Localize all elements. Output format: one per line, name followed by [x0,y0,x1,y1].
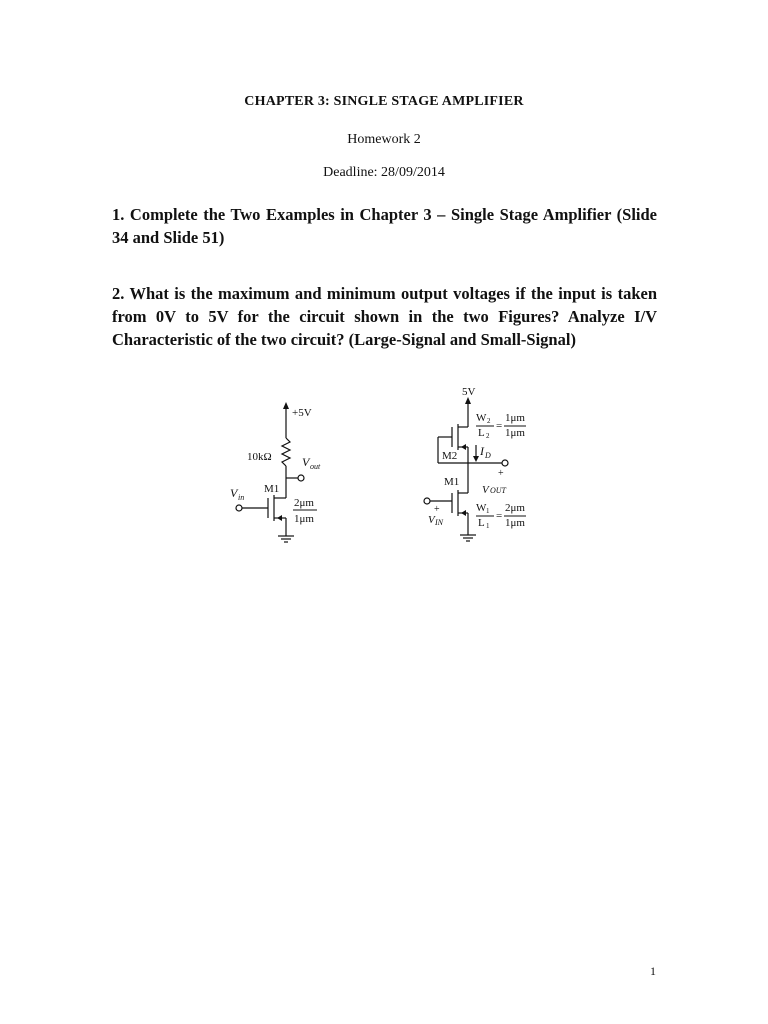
supply-label: +5V [292,407,312,419]
input-label: V [230,486,238,500]
width-label: 2μm [294,497,314,509]
output-plus: + [498,468,504,479]
ratio2-denominator: 1μm [505,427,525,439]
homework-label: Homework 2 [347,132,421,147]
document-title: CHAPTER 3: SINGLE STAGE AMPLIFIER [244,94,524,109]
current-subscript: D [485,451,491,460]
l1-label: L [478,517,485,529]
m2-label: M2 [442,450,458,462]
output-subscript: out [310,462,321,471]
input-plus: + [434,504,440,515]
equals-sign-2: = [496,420,503,432]
ratio1-numerator: 2μm [505,502,525,514]
m1-label: M1 [444,476,460,488]
l1-subscript: 1 [486,522,490,530]
length-label: 1μm [294,513,314,525]
w2-subscript: 2 [487,417,491,425]
deadline-text: Deadline: 28/09/2014 [323,165,445,180]
circuit-figure-diode-load [418,385,553,550]
ratio1-denominator: 1μm [505,517,525,529]
supply-label: 5V [462,386,476,398]
w2-label: W [476,412,487,424]
equals-sign-1: = [496,510,503,522]
current-label: I [480,444,484,458]
resistor-label: 10kΩ [247,451,272,463]
l2-label: L [478,427,485,439]
question-1: 1. Complete the Two Examples in Chapter 3 – Single Stage Amplifier (Slide 34 and Slide 51) [112,205,657,247]
l2-subscript: 2 [486,432,490,440]
page-number: 1 [650,964,656,978]
w1-subscript: 1 [486,507,490,515]
transistor-label: M1 [264,483,280,495]
input-subscript: in [238,493,245,502]
output-label: V [482,484,489,496]
question-2: 2. What is the maximum and minimum output voltages if the input is taken from 0V to 5V for the circuit shown in the two Figures? Analyze I/V Characteristic of the two circuit? (Large-Signal and Small-Signal) [112,284,657,349]
output-subscript: OUT [490,486,507,495]
circuit-figure-resistive-load [222,398,342,553]
input-subscript: IN [435,518,443,527]
output-label: V [302,455,310,469]
input-label: V [428,514,435,526]
ratio2-numerator: 1μm [505,412,525,424]
w1-label: W [476,502,487,514]
